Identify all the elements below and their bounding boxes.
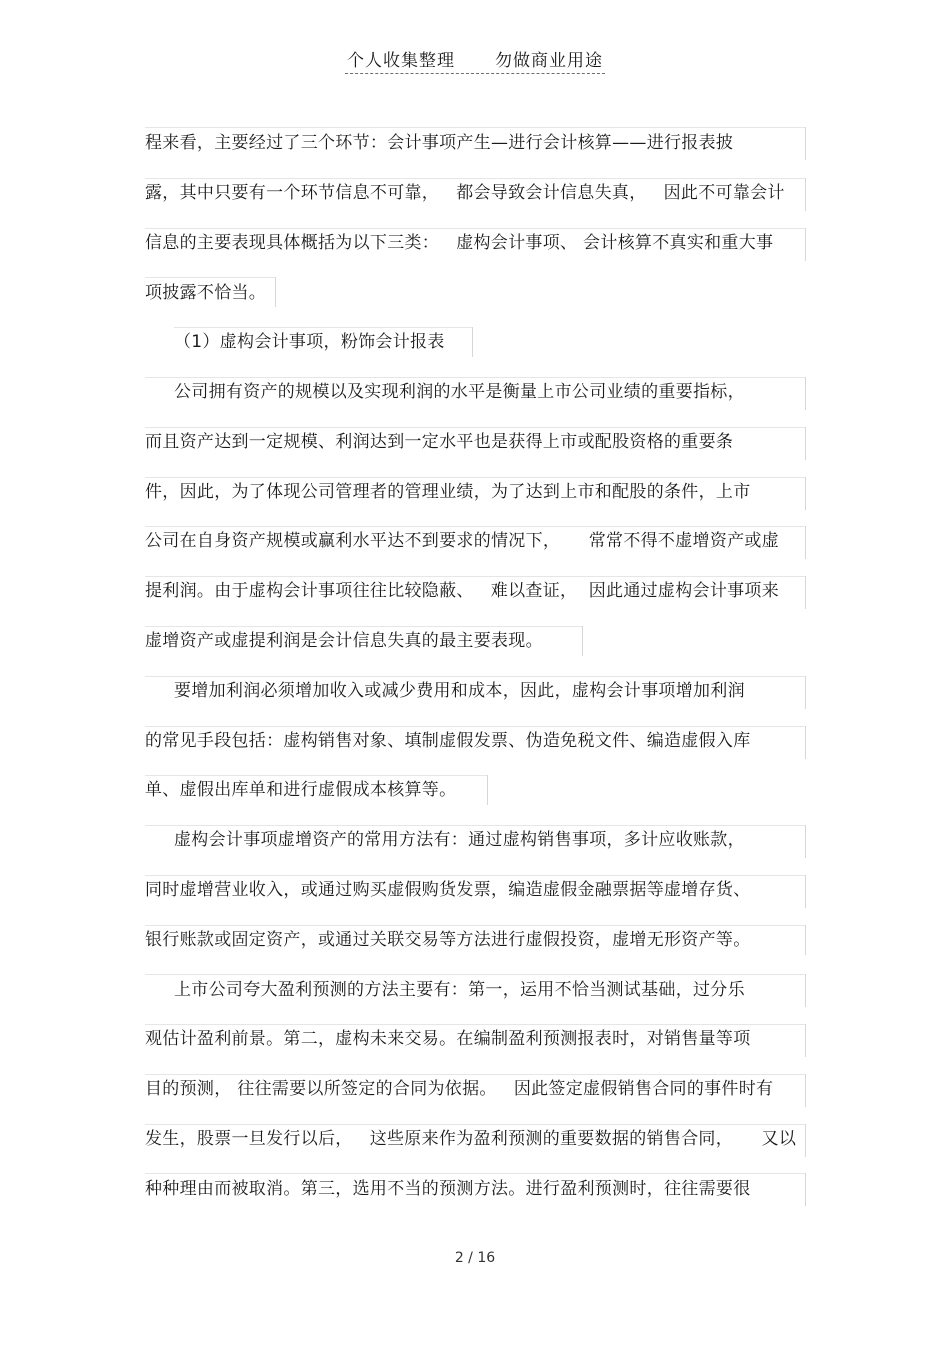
text-line: 公司在自身资产规模或赢利水平达不到要求的情况下， 常常不得不虚增资产或虚 xyxy=(145,531,780,551)
text-line: 单、虚假出库单和进行虚假成本核算等。 xyxy=(145,780,457,800)
divider xyxy=(805,427,806,460)
divider xyxy=(582,626,583,656)
text-line: 公司拥有资产的规模以及实现利润的水平是衡量上市公司业绩的重要指标， xyxy=(174,382,745,402)
divider xyxy=(805,127,806,160)
text-line: 信息的主要表现具体概括为以下三类： 虚构会计事项、 会计核算不真实和重大事 xyxy=(145,233,774,253)
divider xyxy=(805,974,806,1007)
divider xyxy=(805,576,806,609)
divider xyxy=(805,526,806,559)
text-line: 程来看，主要经过了三个环节：会计事项产生—进行会计核算——进行报表披 xyxy=(145,133,734,153)
text-line: 虚构会计事项虚增资产的常用方法有：通过虚构销售事项，多计应收账款， xyxy=(174,830,745,850)
text-line: 件，因此，为了体现公司管理者的管理业绩，为了达到上市和配股的条件，上市 xyxy=(145,482,751,502)
section-heading: （1）虚构会计事项，粉饰会计报表 xyxy=(174,332,445,352)
text-line: 虚增资产或虚提利润是会计信息失真的最主要表现。 xyxy=(145,631,543,651)
divider xyxy=(805,377,806,410)
divider xyxy=(805,875,806,908)
divider xyxy=(805,676,806,709)
text-line: 观估计盈利前景。第二，虚构未来交易。在编制盈利预测报表时，对销售量等项 xyxy=(145,1029,751,1049)
text-line: 种种理由而被取消。第三，选用不当的预测方法。进行盈利预测时，往往需要很 xyxy=(145,1179,751,1199)
divider xyxy=(805,1074,806,1107)
text-line: 银行账款或固定资产，或通过关联交易等方法进行虚假投资，虚增无形资产等。 xyxy=(145,930,751,950)
text-line: 上市公司夸大盈利预测的方法主要有：第一，运用不恰当测试基础，过分乐 xyxy=(174,980,745,1000)
page-number: 2 / 16 xyxy=(454,1250,496,1266)
text-line: 提利润。由于虚构会计事项往往比较隐蔽、 难以查证， 因此通过虚构会计事项来 xyxy=(145,581,780,601)
text-line: 露，其中只要有一个环节信息不可靠， 都会导致会计信息失真， 因此不可靠会计 xyxy=(145,183,785,203)
divider xyxy=(805,925,806,955)
divider xyxy=(805,477,806,510)
text-line: 目的预测， 往往需要以所签定的合同为依据。 因此签定虚假销售合同的事件时有 xyxy=(145,1079,774,1099)
text-line: 项披露不恰当。 xyxy=(145,283,267,303)
divider xyxy=(805,1124,806,1157)
divider xyxy=(805,1173,806,1206)
header-text-part1: 个人收集整理 xyxy=(347,51,455,71)
text-line: 发生，股票一旦发行以后， 这些原来作为盈利预测的重要数据的销售合同， 又以 xyxy=(145,1129,797,1149)
text-line: 的常见手段包括：虚构销售对象、填制虚假发票、伪造免税文件、编造虚假入库 xyxy=(145,731,751,751)
divider xyxy=(805,1024,806,1057)
divider xyxy=(472,327,473,357)
divider xyxy=(805,726,806,759)
text-line: 而且资产达到一定规模、利润达到一定水平也是获得上市或配股资格的重要条 xyxy=(145,432,734,452)
divider xyxy=(805,178,806,211)
header-text xyxy=(345,46,605,74)
text-line: 要增加利润必须增加收入或减少费用和成本，因此，虚构会计事项增加利润 xyxy=(174,681,745,701)
divider xyxy=(275,277,276,307)
header-text-part2: 勿做商业用途 xyxy=(495,51,603,71)
divider xyxy=(805,228,806,261)
divider xyxy=(805,825,806,858)
page-header xyxy=(0,46,950,74)
divider xyxy=(487,775,488,805)
text-line: 同时虚增营业收入，或通过购买虚假购货发票，编造虚假金融票据等虚增存货、 xyxy=(145,880,751,900)
